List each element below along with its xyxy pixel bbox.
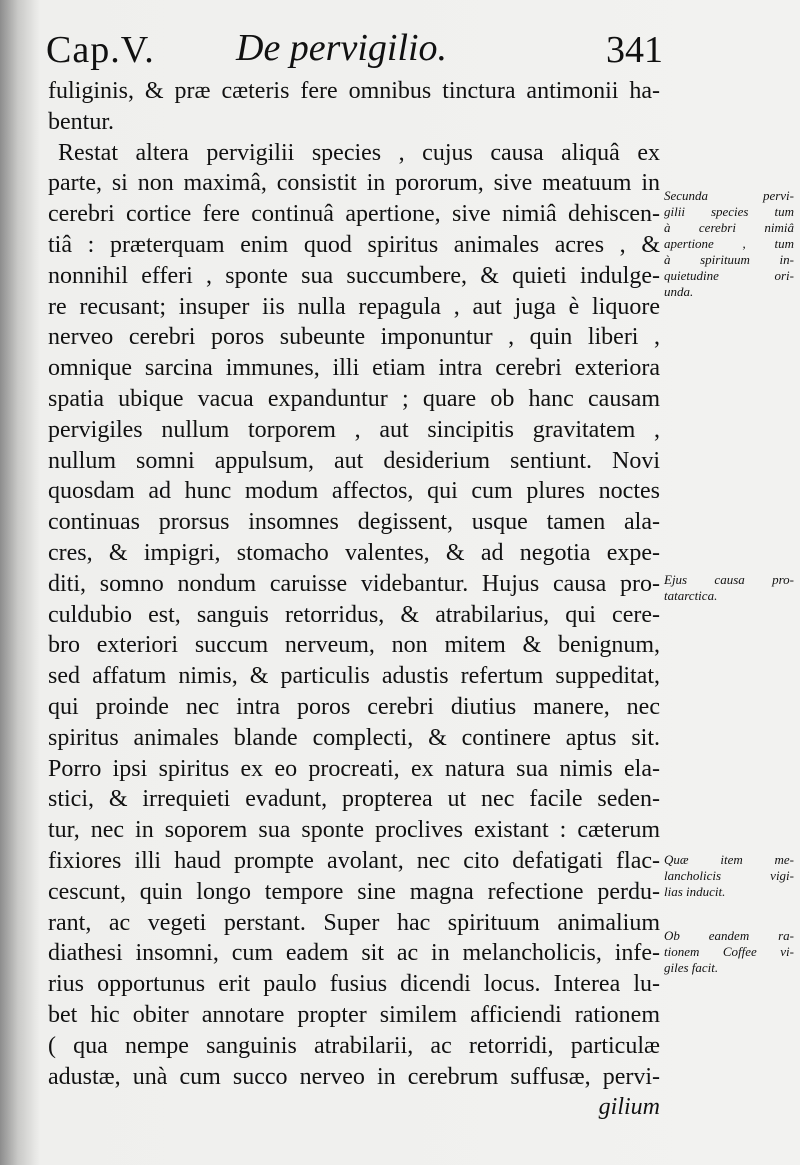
- text-line: nonnihil efferi , sponte sua succumbere, & quieti indulge-: [48, 262, 660, 289]
- marginal-note-line: Secunda pervi-: [664, 188, 794, 203]
- main-text-block: [48, 76, 660, 1123]
- text-line: continuas prorsus insomnes degissent, usque tamen ala-: [48, 509, 660, 536]
- marginal-note-line: gilii species tum: [664, 204, 794, 219]
- text-line: diti, somno nondum caruisse videbantur. Hujus causa pro-: [48, 570, 660, 597]
- text-line: diathesi insomni, cum eadem sit ac in melancholicis, infe-: [48, 940, 660, 967]
- text-line: parte, si non maximâ, consistit in pororum, sive meatuum in: [48, 170, 660, 197]
- marginal-note-line: Ob eandem ra-: [664, 928, 794, 943]
- chapter-label: Cap.V.: [46, 29, 155, 71]
- marginal-note-line: lancholicis vigi-: [664, 868, 794, 883]
- marginal-note-line: Quæ item me-: [664, 852, 794, 867]
- text-line: cescunt, quin longo tempore sine magna refectione perdu-: [48, 878, 660, 905]
- text-line: ( qua nempe sanguinis atrabilarii, ac retorridi, particulæ: [48, 1032, 660, 1059]
- text-line: nullum somni appulsum, aut desiderium sentiunt. Novi: [48, 447, 660, 474]
- page-number: 341: [606, 29, 663, 71]
- text-line: Porro ipsi spiritus ex eo procreati, ex natura sua nimis ela-: [48, 755, 660, 782]
- marginal-note-line: lias inducit.: [664, 884, 726, 899]
- marginal-note-line: à cerebri nimiâ: [664, 220, 794, 235]
- text-line: Restat altera pervigilii species , cujus causa aliquâ ex: [58, 139, 660, 166]
- text-line: pervigiles nullum torporem , aut sincipitis gravitatem ,: [48, 416, 660, 443]
- text-line: spiritus animales blande complecti, & continere aptus sit.: [48, 724, 660, 751]
- text-line: bentur.: [48, 108, 114, 135]
- text-line: stici, & irrequieti evadunt, propterea ut nec facile seden-: [48, 786, 660, 813]
- text-line: cres, & impigri, stomacho valentes, & ad negotia expe-: [48, 539, 660, 566]
- text-line: tur, nec in soporem sua sponte proclives existant : cæterum: [48, 817, 660, 844]
- marginal-note-line: giles facit.: [664, 960, 719, 975]
- marginal-note-line: quietudine ori-: [664, 268, 794, 283]
- text-line: bro exteriori succum nerveum, non mitem & benignum,: [48, 632, 660, 659]
- text-line: fixiores illi haud prompte avolant, nec cito defatigati flac-: [48, 847, 660, 874]
- text-line: cerebri cortice fere continuâ apertione, sive nimiâ dehiscen-: [48, 201, 660, 228]
- text-line: quosdam ad hunc modum affectos, qui cum plures noctes: [48, 478, 660, 505]
- text-line: bet hic obiter annotare propter similem afficiendi rationem: [48, 1001, 660, 1028]
- marginal-note: [664, 928, 794, 976]
- marginal-note-line: Ejus causa pro-: [664, 572, 794, 587]
- catchword: gilium: [598, 1094, 660, 1121]
- text-line: sed affatum nimis, & particulis adustis refertum suppeditat,: [48, 663, 660, 690]
- text-line: adustæ, unà cum succo nerveo in cerebrum suffusæ, pervi-: [48, 1063, 660, 1090]
- text-line: spatia ubique vacua expanduntur ; quare ob hanc causam: [48, 385, 660, 412]
- chapter-title: De pervigilio.: [236, 27, 448, 69]
- marginal-note: [664, 852, 794, 900]
- marginal-note-line: tatarctica.: [664, 588, 718, 603]
- text-line: re recusant; insuper iis nulla repagula , aut juga è liquore: [48, 293, 660, 320]
- text-line: nerveo cerebri poros subeunte imponuntur , quin liberi ,: [48, 324, 660, 351]
- text-line: qui proinde nec intra poros cerebri diutius manere, nec: [48, 693, 660, 720]
- marginal-note-line: apertione , tum: [664, 236, 794, 251]
- text-line: tiâ : præterquam enim quod spiritus animales acres , &: [48, 231, 660, 258]
- marginal-note-line: à spirituum in-: [664, 252, 794, 267]
- text-line: fuliginis, & præ cæteris fere omnibus tinctura antimonii ha-: [48, 78, 660, 104]
- marginal-note: [664, 572, 794, 604]
- marginal-note-line: tionem Coffee vi-: [664, 944, 794, 959]
- text-line: culdubio est, sanguis retorridus, & atrabilarius, qui cere-: [48, 601, 660, 628]
- marginal-note-line: unda.: [664, 284, 694, 299]
- running-head: [0, 22, 800, 82]
- text-line: rant, ac vegeti perstant. Super hac spirituum animalium: [48, 909, 660, 936]
- text-line: omnique sarcina immunes, illi etiam intra cerebri exteriora: [48, 355, 660, 382]
- marginal-note: [664, 188, 794, 300]
- text-line: rius opportunus erit paulo fusius dicendi locus. Interea lu-: [48, 971, 660, 998]
